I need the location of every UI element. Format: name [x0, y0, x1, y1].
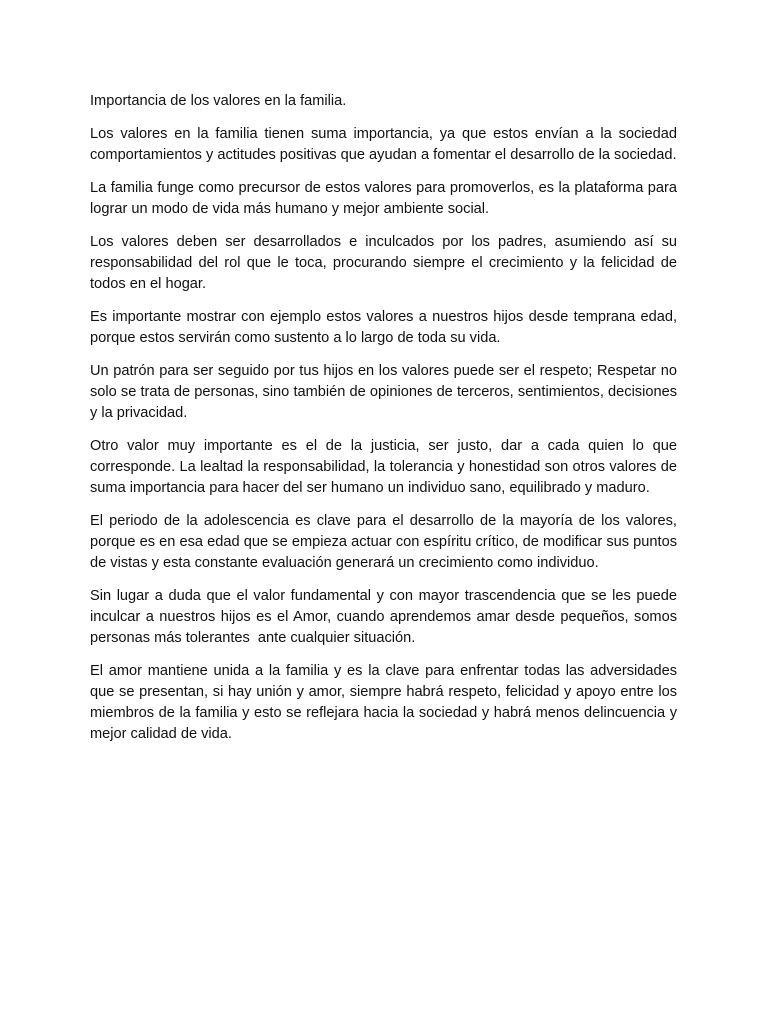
paragraph: Otro valor muy importante es el de la justicia, ser justo, dar a cada quien lo que corresponde. La lealtad la responsabilidad, la tolerancia y honestidad son otros valores de suma importancia para hacer del ser humano un individuo sano, equilibrado y maduro. — [90, 438, 682, 496]
paragraph: Es importante mostrar con ejemplo estos valores a nuestros hijos desde temprana edad, porque estos servirán como sustento a lo largo de toda su vida. — [90, 309, 682, 346]
paragraph: Un patrón para ser seguido por tus hijos en los valores puede ser el respeto; Respetar no solo se trata de personas, sino también de opiniones de terceros, sentimientos, decisiones y la privacidad. — [90, 363, 682, 421]
paragraph: Los valores deben ser desarrollados e inculcados por los padres, asumiendo así su responsabilidad del rol que le toca, procurando siempre el crecimiento y la felicidad de todos en el hogar. — [90, 234, 682, 292]
paragraph: Los valores en la familia tienen suma importancia, ya que estos envían a la sociedad comportamientos y actitudes positivas que ayudan a fomentar el desarrollo de la sociedad. — [90, 126, 682, 163]
paragraph: El amor mantiene unida a la familia y es la clave para enfrentar todas las adversidades que se presentan, si hay unión y amor, siempre habrá respeto, felicidad y apoyo entre los miembros de la familia y esto se reflejara hacia la sociedad y habrá menos delincuencia y mejor calidad de vida. — [90, 663, 682, 742]
paragraph: El periodo de la adolescencia es clave para el desarrollo de la mayoría de los valores, porque es en esa edad que se empieza actuar con espíritu crítico, de modificar sus puntos de vistas y esta constante evaluación generará un crecimiento como individuo. — [90, 513, 682, 571]
paragraph: La familia funge como precursor de estos valores para promoverlos, es la plataforma para lograr un modo de vida más humano y mejor ambiente social. — [90, 180, 682, 217]
paragraph: Sin lugar a duda que el valor fundamental y con mayor trascendencia que se les puede inculcar a nuestros hijos es el Amor, cuando aprendemos amar desde pequeños, somos personas más tolerantes ante cualquier situación. — [90, 588, 682, 646]
document-page — [90, 91, 682, 757]
document-title: Importancia de los valores en la familia. — [90, 93, 347, 109]
